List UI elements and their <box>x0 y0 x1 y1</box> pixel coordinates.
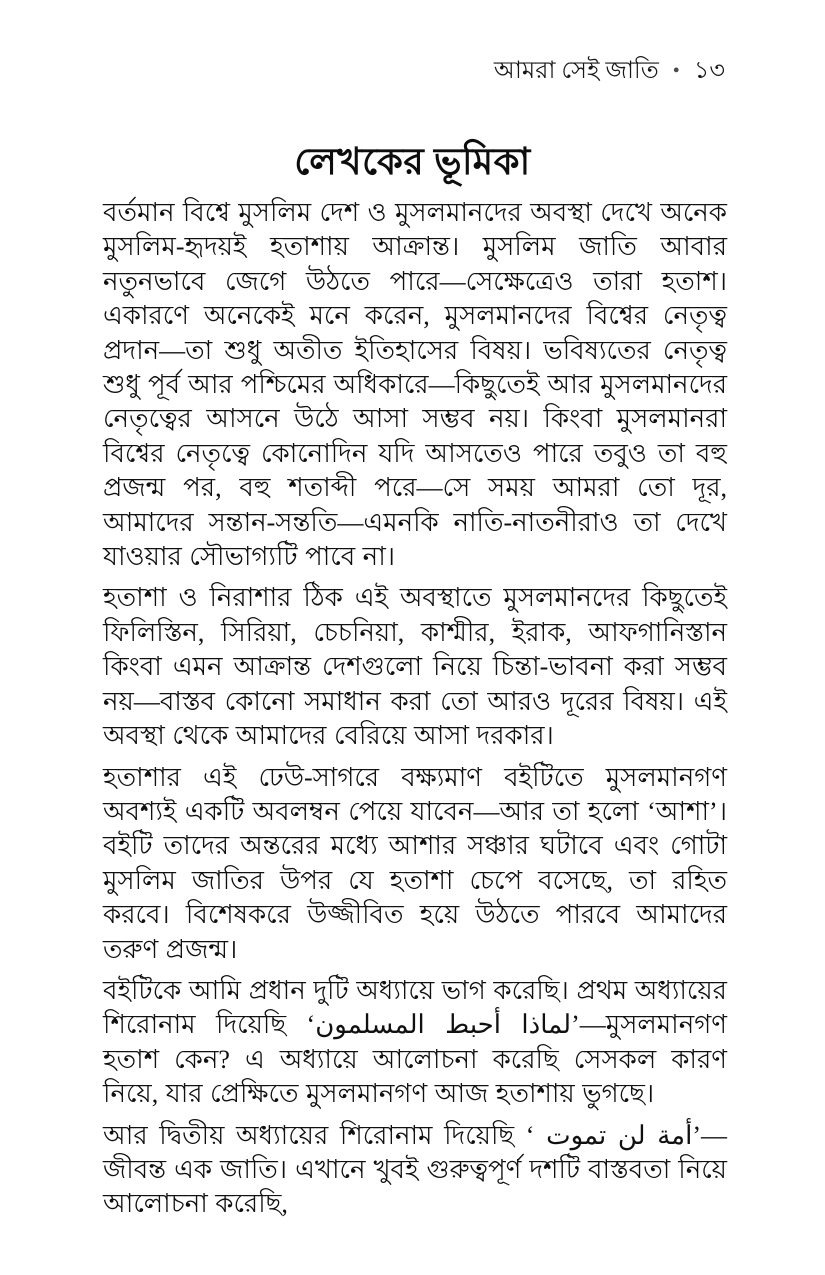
page-number: ১৩ <box>693 58 725 84</box>
paragraph-5: আর দ্বিতীয় অধ্যায়ের শিরোনাম দিয়েছি ‘ أمة لن تموت’—জীবন্ত এক জাতি। এখানে খুবই গুরুত্বপূর্ণ দশটি বাস্তবতা নিয়ে আলোচনা করেছি, <box>103 1120 727 1219</box>
page-header <box>103 56 725 86</box>
bullet-separator-icon: • <box>672 60 680 82</box>
paragraph-4: বইটিকে আমি প্রধান দুটি অধ্যায়ে ভাগ করেছি। প্রথম অধ্যায়ের শিরোনাম দিয়েছি ‘لماذا أحبط المسلمون’—মুসলমানগণ হতাশ কেন? এ অধ্যায়ে আলোচনা করেছি সেসকল কারণ নিয়ে, যার প্রেক্ষিতে মুসলমানগণ আজ হতাশায় ভুগছে। <box>103 975 727 1109</box>
body-text <box>103 196 727 1222</box>
paragraph-2: হতাশা ও নিরাশার ঠিক এই অবস্থাতে মুসলমানদের কিছুতেই ফিলিস্তিন, সিরিয়া, চেচনিয়া, কাশ্মীর, ইরাক, আফগানিস্তান কিংবা এমন আক্রান্ত দেশগুলো নিয়ে চিন্তা-ভাবনা করা সম্ভব নয়—বাস্তব কোনো সমাধান করা তো আরও দূরের বিষয়। এই অবস্থা থেকে আমাদের বেরিয়ে আসা দরকার। <box>103 583 727 751</box>
paragraph-1: বর্তমান বিশ্বে মুসলিম দেশ ও মুসলমানদের অবস্থা দেখে অনেক মুসলিম-হৃদয়ই হতাশায় আক্রান্ত। মুসলিম জাতি আবার নতুনভাবে জেগে উঠতে পারে—সেক্ষেত্রেও তারা হতাশ। একারণে অনেকেই মনে করেন, মুসলমানদের বিশ্বের নেতৃত্ব প্রদান—তা শুধু অতীত ইতিহাসের বিষয়। ভবিষ্যতের নেতৃত্ব শুধু পূর্ব আর পশ্চিমের অধিকারে—কিছুতেই আর মুসলমানদের নেতৃত্বের আসনে উঠে আসা সম্ভব নয়। কিংবা মুসলমানরা বিশ্বের নেতৃত্বে কোনোদিন যদি আসতেও পারে তবুও তা বহু প্রজন্ম পর, বহু শতাব্দী পরে—সে সময় আমরা তো দূর, আমাদের সন্তান-সন্ততি—এমনকি নাতি-নাতনীরাও তা দেখে যাওয়ার সৌভাগ্যটি পাবে না। <box>103 198 727 572</box>
chapter-title: লেখকের ভূমিকা <box>294 142 531 183</box>
running-title: আমরা সেই জাতি <box>493 58 659 84</box>
paragraph-3: হতাশার এই ঢেউ-সাগরে বক্ষ্যমাণ বইটিতে মুসলমানগণ অবশ্যই একটি অবলম্বন পেয়ে যাবেন—আর তা হলো ‘আশা’। বইটি তাদের অন্তরের মধ্যে আশার সঞ্চার ঘটাবে এবং গোটা মুসলিম জাতির উপর যে হতাশা চেপে বসেছে, তা রহিত করবে। বিশেষকরে উজ্জীবিত হয়ে উঠতে পারবে আমাদের তরুণ প্রজন্ম। <box>103 762 727 964</box>
